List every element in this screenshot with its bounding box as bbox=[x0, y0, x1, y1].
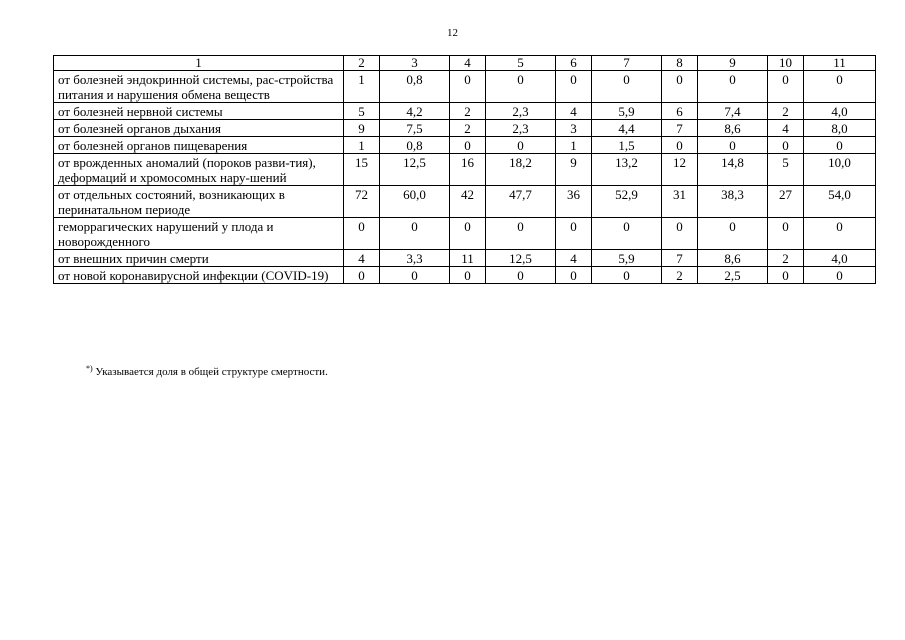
table-cell: 0 bbox=[380, 267, 450, 284]
table-cell: 1,5 bbox=[592, 137, 662, 154]
mortality-table bbox=[53, 55, 876, 284]
table-cell: 0 bbox=[804, 267, 876, 284]
column-header: 3 bbox=[380, 56, 450, 71]
row-label: от внешних причин смерти bbox=[54, 250, 344, 267]
table-cell: 9 bbox=[344, 120, 380, 137]
table-cell: 0 bbox=[662, 71, 698, 103]
table-cell: 0,8 bbox=[380, 137, 450, 154]
table-cell: 4,0 bbox=[804, 250, 876, 267]
table-cell: 2 bbox=[450, 120, 486, 137]
table-cell: 4,4 bbox=[592, 120, 662, 137]
row-label: геморрагических нарушений у плода и новорожденного bbox=[54, 218, 344, 250]
column-header: 6 bbox=[556, 56, 592, 71]
table-row bbox=[54, 137, 876, 154]
table-cell: 12 bbox=[662, 154, 698, 186]
table-cell: 5,9 bbox=[592, 250, 662, 267]
table-cell: 1 bbox=[556, 137, 592, 154]
table-cell: 12,5 bbox=[486, 250, 556, 267]
row-label: от врожденных аномалий (пороков разви-тия), деформаций и хромосомных нару-шений bbox=[54, 154, 344, 186]
table-cell: 0 bbox=[450, 137, 486, 154]
table-cell: 4 bbox=[556, 103, 592, 120]
column-header: 10 bbox=[768, 56, 804, 71]
table-row bbox=[54, 250, 876, 267]
footnote bbox=[86, 366, 328, 378]
table-cell: 0 bbox=[486, 218, 556, 250]
table-cell: 0 bbox=[768, 71, 804, 103]
table-cell: 18,2 bbox=[486, 154, 556, 186]
table-cell: 4 bbox=[344, 250, 380, 267]
table-cell: 0 bbox=[450, 267, 486, 284]
table-cell: 7 bbox=[662, 250, 698, 267]
table-cell: 4 bbox=[768, 120, 804, 137]
table-cell: 3 bbox=[556, 120, 592, 137]
table-cell: 54,0 bbox=[804, 186, 876, 218]
table-cell: 31 bbox=[662, 186, 698, 218]
footnote-text: Указывается доля в общей структуре смертности. bbox=[92, 366, 328, 378]
table-cell: 2,3 bbox=[486, 120, 556, 137]
row-label: от болезней органов пищеварения bbox=[54, 137, 344, 154]
table-cell: 60,0 bbox=[380, 186, 450, 218]
table-cell: 0 bbox=[592, 218, 662, 250]
table-cell: 0 bbox=[698, 218, 768, 250]
table-cell: 0 bbox=[804, 71, 876, 103]
table-cell: 0 bbox=[344, 218, 380, 250]
table-header-row bbox=[54, 56, 876, 71]
table-cell: 1 bbox=[344, 137, 380, 154]
table-cell: 8,6 bbox=[698, 250, 768, 267]
table-row bbox=[54, 218, 876, 250]
table-row bbox=[54, 154, 876, 186]
table-cell: 2 bbox=[662, 267, 698, 284]
table-cell: 0 bbox=[662, 137, 698, 154]
table-cell: 2 bbox=[768, 103, 804, 120]
table-cell: 3,3 bbox=[380, 250, 450, 267]
table-cell: 1 bbox=[344, 71, 380, 103]
table-cell: 4,0 bbox=[804, 103, 876, 120]
table-cell: 0 bbox=[698, 137, 768, 154]
table-body bbox=[54, 71, 876, 284]
table-cell: 0 bbox=[556, 71, 592, 103]
table-cell: 11 bbox=[450, 250, 486, 267]
table-cell: 0 bbox=[556, 218, 592, 250]
table-cell: 0 bbox=[804, 218, 876, 250]
table-cell: 72 bbox=[344, 186, 380, 218]
table-cell: 5,9 bbox=[592, 103, 662, 120]
table-cell: 16 bbox=[450, 154, 486, 186]
table-cell: 7,4 bbox=[698, 103, 768, 120]
table-row bbox=[54, 103, 876, 120]
table-cell: 13,2 bbox=[592, 154, 662, 186]
row-label: от отдельных состояний, возникающих в перинатальном периоде bbox=[54, 186, 344, 218]
table-cell: 0 bbox=[768, 267, 804, 284]
table-cell: 2 bbox=[450, 103, 486, 120]
table-row bbox=[54, 186, 876, 218]
table-cell: 0 bbox=[486, 267, 556, 284]
column-header: 9 bbox=[698, 56, 768, 71]
table-cell: 0,8 bbox=[380, 71, 450, 103]
table-cell: 8,6 bbox=[698, 120, 768, 137]
table-cell: 0 bbox=[768, 137, 804, 154]
table-cell: 0 bbox=[450, 218, 486, 250]
table-cell: 52,9 bbox=[592, 186, 662, 218]
table-cell: 4 bbox=[556, 250, 592, 267]
table-cell: 42 bbox=[450, 186, 486, 218]
table-cell: 0 bbox=[768, 218, 804, 250]
table-cell: 7 bbox=[662, 120, 698, 137]
row-label: от болезней эндокринной системы, рас-стройства питания и нарушения обмена веществ bbox=[54, 71, 344, 103]
column-header: 8 bbox=[662, 56, 698, 71]
row-label: от болезней нервной системы bbox=[54, 103, 344, 120]
table-cell: 12,5 bbox=[380, 154, 450, 186]
table-cell: 0 bbox=[450, 71, 486, 103]
table-row bbox=[54, 71, 876, 103]
row-label: от болезней органов дыхания bbox=[54, 120, 344, 137]
table-cell: 0 bbox=[592, 267, 662, 284]
table-cell: 0 bbox=[344, 267, 380, 284]
table-cell: 0 bbox=[698, 71, 768, 103]
column-header: 7 bbox=[592, 56, 662, 71]
table-cell: 6 bbox=[662, 103, 698, 120]
table-cell: 2,5 bbox=[698, 267, 768, 284]
table-cell: 14,8 bbox=[698, 154, 768, 186]
table-cell: 0 bbox=[486, 71, 556, 103]
column-header: 5 bbox=[486, 56, 556, 71]
table-cell: 8,0 bbox=[804, 120, 876, 137]
column-header: 4 bbox=[450, 56, 486, 71]
table-cell: 0 bbox=[662, 218, 698, 250]
footnote-marker: *) bbox=[86, 364, 93, 373]
table-row bbox=[54, 120, 876, 137]
page-number: 12 bbox=[447, 27, 458, 39]
table-cell: 47,7 bbox=[486, 186, 556, 218]
table-cell: 0 bbox=[804, 137, 876, 154]
table-cell: 0 bbox=[592, 71, 662, 103]
table-cell: 0 bbox=[380, 218, 450, 250]
table-cell: 38,3 bbox=[698, 186, 768, 218]
table-cell: 2,3 bbox=[486, 103, 556, 120]
column-header: 1 bbox=[54, 56, 344, 71]
table-cell: 4,2 bbox=[380, 103, 450, 120]
table-cell: 5 bbox=[344, 103, 380, 120]
table-cell: 0 bbox=[556, 267, 592, 284]
column-header: 11 bbox=[804, 56, 876, 71]
table-cell: 5 bbox=[768, 154, 804, 186]
table-cell: 9 bbox=[556, 154, 592, 186]
table-cell: 7,5 bbox=[380, 120, 450, 137]
table-cell: 10,0 bbox=[804, 154, 876, 186]
table-cell: 36 bbox=[556, 186, 592, 218]
row-label: от новой коронавирусной инфекции (COVID-19) bbox=[54, 267, 344, 284]
table-cell: 15 bbox=[344, 154, 380, 186]
column-header: 2 bbox=[344, 56, 380, 71]
table-cell: 0 bbox=[486, 137, 556, 154]
table-cell: 27 bbox=[768, 186, 804, 218]
table-cell: 2 bbox=[768, 250, 804, 267]
table-row bbox=[54, 267, 876, 284]
